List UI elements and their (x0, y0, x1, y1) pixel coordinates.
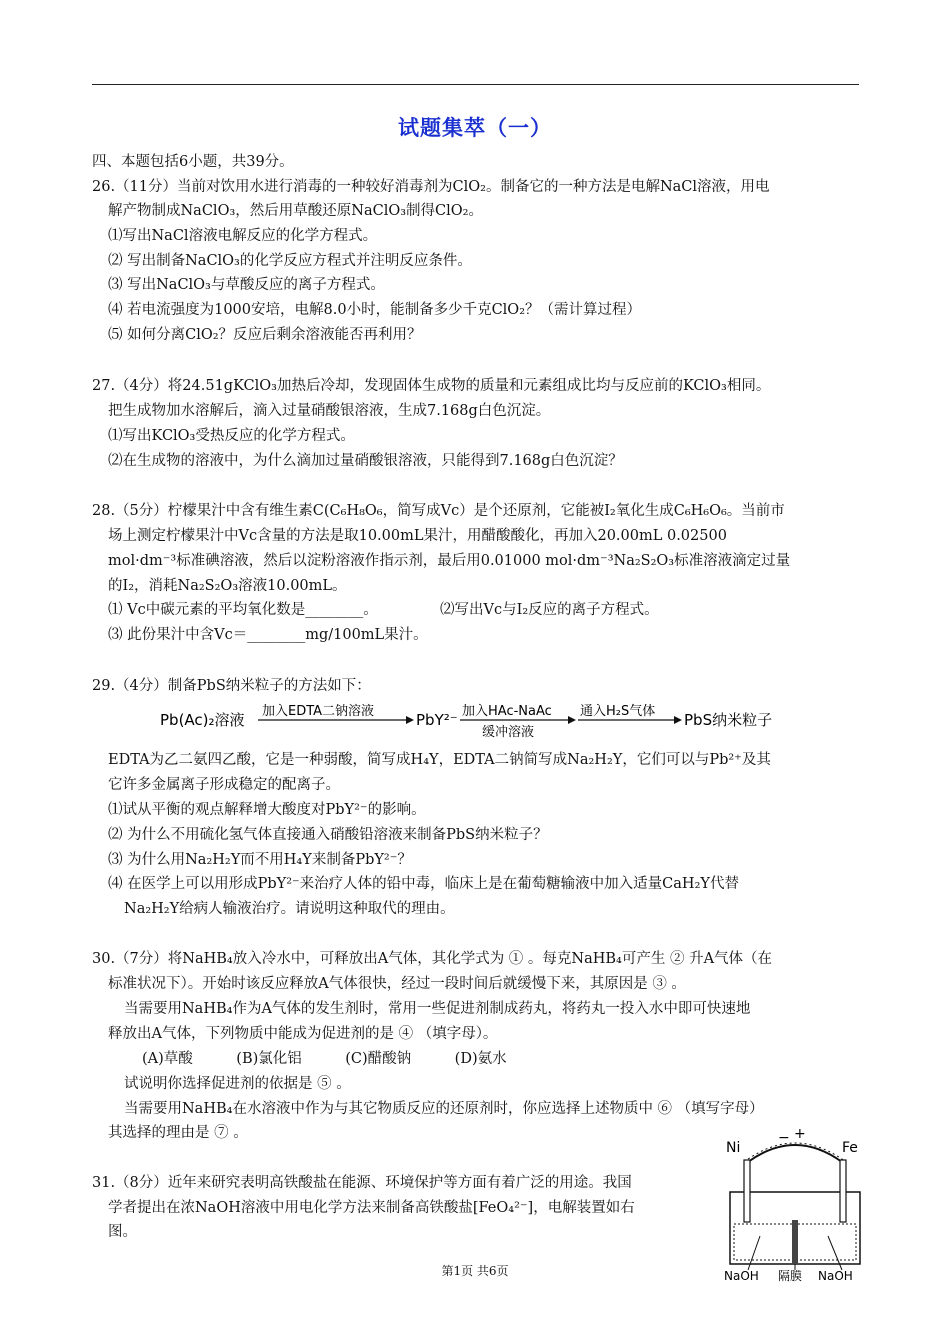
q26-part1: ⑴写出NaCl溶液电解反应的化学方程式。 (108, 228, 378, 244)
q27-part1: ⑴写出KClO₃受热反应的化学方程式。 (108, 428, 355, 444)
membrane-label: 隔膜 (778, 1269, 803, 1283)
ni-electrode (744, 1160, 750, 1222)
q30-options: (A)草酸 (B)氯化铝 (C)醋酸钠 (D)氨水 (142, 1051, 507, 1067)
q29-line1: 29.（4分）制备PbS纳米粒子的方法如下： (92, 678, 371, 694)
q26-part4: ⑷ 若电流强度为1000安培，电解8.0小时，能制备多少千克ClO₂？（需计算过程） (108, 302, 641, 318)
scheme-arrow2-label-bottom: 缓冲溶液 (482, 725, 535, 740)
q31-line3: 图。 (108, 1224, 137, 1240)
fe-electrode-label: Fe (842, 1140, 858, 1156)
q29-part2: ⑵ 为什么不用硫化氢气体直接通入硝酸铅溶液来制备PbS纳米粒子？ (108, 827, 548, 843)
scheme-start: Pb(Ac)₂溶液 (160, 711, 245, 729)
q29-part4: ⑷ 在医学上可以用形成PbY²⁻来治疗人体的铅中毒，临床上是在葡萄糖输液中加入适量CaH₂Y代替 (108, 876, 739, 892)
q30-line3: 当需要用NaHB₄作为A气体的发生剂时，常用一些促进剂制成药丸，将药丸一投入水中即可快速地 (124, 1001, 751, 1017)
minus-terminal-label: − (778, 1130, 790, 1146)
q30-line7: 其选择的理由是 ⑦ 。 (108, 1125, 248, 1141)
q28-line2: 场上测定柠檬果汁中Vc含量的方法是取10.00mL果汁，用醋酸酸化，再加入20.00mL 0.02500 (108, 528, 727, 544)
q28-part1: ⑴ Vc中碳元素的平均氧化数是________。 (108, 602, 378, 618)
q29-part3: ⑶ 为什么用Na₂H₂Y而不用H₄Y来制备PbY²⁻？ (108, 852, 412, 868)
q29-line3: 它许多金属离子形成稳定的配离子。 (108, 777, 340, 793)
top-rule (92, 84, 859, 85)
q27-line1: 27.（4分）将24.51gKClO₃加热后冷却，发现固体生成物的质量和元素组成比均与反应前的KClO₃相同。 (92, 378, 771, 394)
q28-line1: 28.（5分）柠檬果汁中含有维生素C(C₆H₈O₆，简写成Vc）是个还原剂，它能被I₂氧化生成C₆H₆O₆。当前市 (92, 503, 785, 519)
naoh-left-label: NaOH (724, 1269, 759, 1283)
plus-terminal-label: + (794, 1126, 806, 1142)
pbs-synthesis-scheme (158, 700, 798, 744)
q26-line2: 解产物制成NaClO₃，然后用草酸还原NaClO₃制得ClO₂。 (108, 203, 483, 219)
page-title: 试题集萃（一） (398, 116, 552, 140)
electrolysis-apparatus-figure (720, 1124, 870, 1284)
q28-line3: mol·dm⁻³标准碘溶液，然后以淀粉溶液作指示剂，最后用0.01000 mol·dm⁻³Na₂S₂O₃标准溶液滴定过量 (108, 553, 791, 569)
q29-part4-cont: Na₂H₂Y给病人输液治疗。请说明这种取代的理由。 (124, 901, 455, 917)
q26-part5: ⑸ 如何分离ClO₂？反应后剩余溶液能否再利用？ (108, 327, 422, 343)
membrane (792, 1220, 798, 1264)
scheme-end: PbS纳米粒子 (684, 711, 773, 729)
q29-line2: EDTA为乙二氨四乙酸，它是一种弱酸，简写成H₄Y，EDTA二钠简写成Na₂H₂Y，它们可以与Pb²⁺及其 (108, 752, 771, 768)
q26-line1: 26.（11分）当前对饮用水进行消毒的一种较好消毒剂为ClO₂。制备它的一种方法是电解NaCl溶液，用电 (92, 179, 770, 195)
q31-line1: 31.（8分）近年来研究表明高铁酸盐在能源、环境保护等方面有着广泛的用途。我国 (92, 1175, 632, 1191)
q28-line4: 的I₂，消耗Na₂S₂O₃溶液10.00mL。 (108, 578, 347, 594)
scheme-arrow2-label-top: 加入HAc-NaAc (462, 704, 552, 719)
scheme-arrowhead-1 (406, 716, 414, 724)
q26-part3: ⑶ 写出NaClO₃与草酸反应的离子方程式。 (108, 277, 385, 293)
q29-part1: ⑴试从平衡的观点解释增大酸度对PbY²⁻的影响。 (108, 802, 426, 818)
scheme-arrow1-label: 加入EDTA二钠溶液 (262, 704, 375, 719)
ni-electrode-label: Ni (726, 1140, 741, 1156)
scheme-mid: PbY²⁻ (416, 711, 458, 729)
page-footer: 第1页 共6页 (441, 1264, 509, 1278)
q30-line6: 当需要用NaHB₄在水溶液中作为与其它物质反应的还原剂时，你应选择上述物质中 ⑥ （填写字母） (124, 1101, 764, 1117)
q30-line1: 30.（7分）将NaHB₄放入冷水中，可释放出A气体，其化学式为 ① 。每克NaHB₄可产生 ② 升A气体（在 (92, 951, 773, 967)
circuit-wire (748, 1145, 842, 1194)
section-heading: 四、本题包括6小题，共39分。 (92, 154, 294, 170)
naoh-right-label: NaOH (818, 1269, 853, 1283)
q27-part2: ⑵在生成物的溶液中，为什么滴加过量硝酸银溶液，只能得到7.168g白色沉淀？ (108, 453, 623, 469)
q30-line5: 试说明你选择促进剂的依据是 ⑤ 。 (124, 1076, 351, 1092)
q31-line2: 学者提出在浓NaOH溶液中用电化学方法来制备高铁酸盐[FeO₄²⁻]，电解装置如右 (108, 1200, 635, 1216)
fe-electrode (840, 1160, 846, 1222)
scheme-arrow3-label: 通入H₂S气体 (580, 704, 656, 719)
scheme-arrowhead-3 (674, 716, 682, 724)
scheme-arrowhead-2 (568, 716, 576, 724)
q27-line2: 把生成物加水溶解后，滴入过量硝酸银溶液，生成7.168g白色沉淀。 (108, 403, 551, 419)
q26-part2: ⑵ 写出制备NaClO₃的化学反应方程式并注明反应条件。 (108, 253, 472, 269)
q28-part2: ⑵写出Vc与I₂反应的离子方程式。 (440, 602, 659, 618)
q30-line2: 标准状况下）。开始时该反应释放A气体很快，经过一段时间后就缓慢下来，其原因是 ③ 。 (108, 976, 686, 992)
q28-part3: ⑶ 此份果汁中含Vc＝________mg/100mL果汁。 (108, 627, 428, 643)
q30-line4: 释放出A气体，下列物质中能成为促进剂的是 ④ （填字母）。 (108, 1026, 498, 1042)
